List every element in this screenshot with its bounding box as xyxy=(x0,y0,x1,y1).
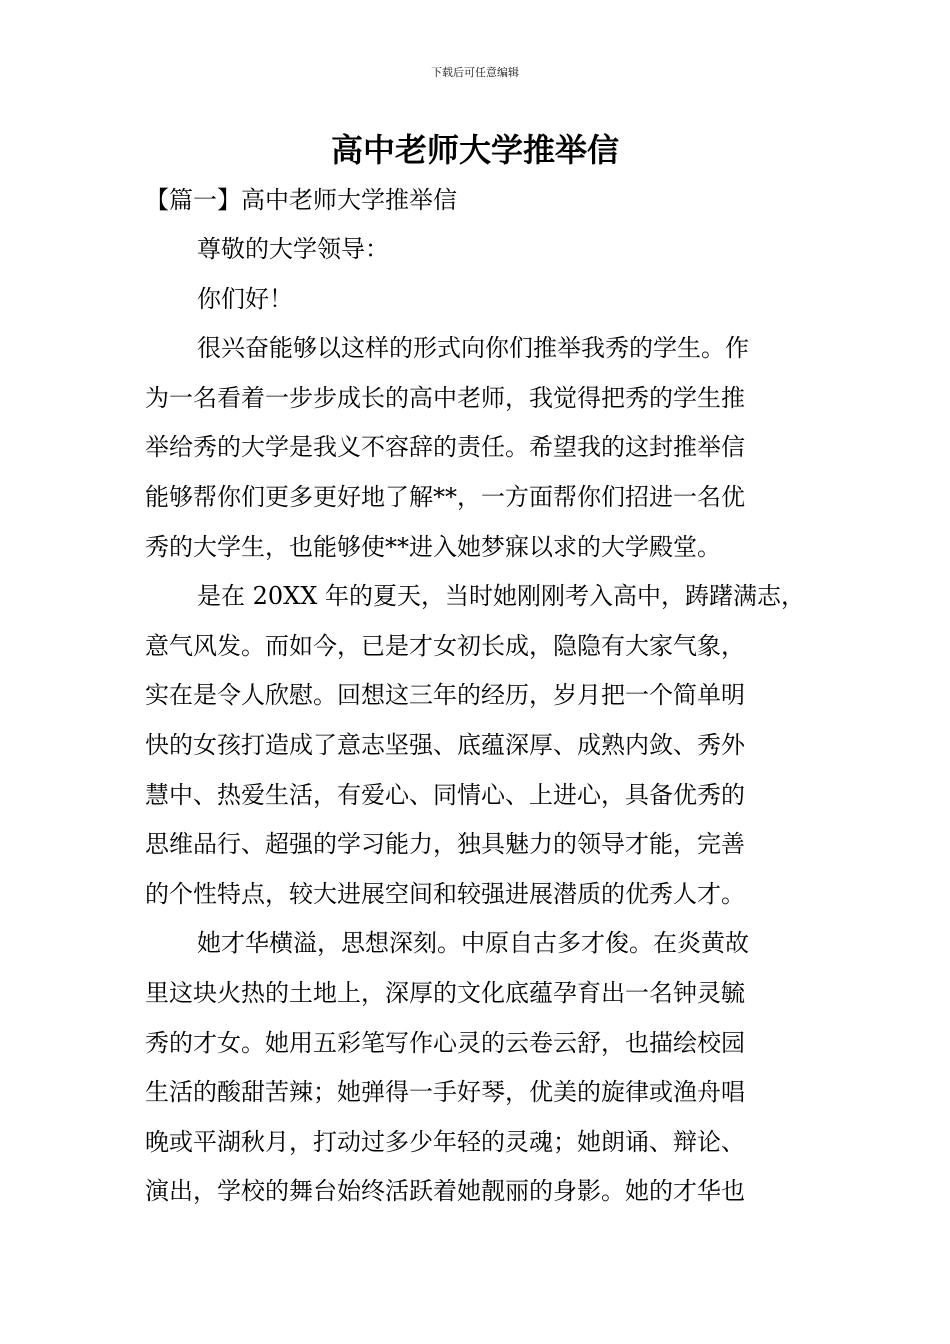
paragraph-3 xyxy=(145,923,825,1221)
paragraph-line: 秀的才女。她用五彩笔写作心灵的云卷云舒，也描绘校园 xyxy=(145,1028,745,1057)
paragraph-line: 慧中、热爱生活，有爱心、同情心、上进心，具备优秀的 xyxy=(145,780,745,809)
paragraph-line: 她才华横溢，思想深刻。中原自古多才俊。在炎黄故 xyxy=(197,929,749,958)
paragraph-1 xyxy=(145,328,825,576)
paragraph-line: 意气风发。而如今，已是才女初长成，隐隐有大家气象， xyxy=(145,631,745,660)
paragraph-line: 思维品行、超强的学习能力，独具魅力的领导才能，完善 xyxy=(145,830,745,859)
paragraph-line: 生活的酸甜苦辣；她弹得一手好琴，优美的旋律或渔舟唱 xyxy=(145,1078,745,1107)
paragraph-line: 举给秀的大学是我义不容辞的责任。希望我的这封推举信 xyxy=(145,433,745,462)
paragraph-line: 里这块火热的土地上，深厚的文化底蕴孕育出一名钟灵毓 xyxy=(145,978,745,1007)
letter-body xyxy=(145,229,825,1221)
page-header-note: 下载后可任意编辑 xyxy=(431,66,519,79)
paragraph-line: 是在 20XX 年的夏天，当时她刚刚考入高中，踌躇满志， xyxy=(197,582,805,611)
paragraph-line: 为一名看着一步步成长的高中老师，我觉得把秀的学生推 xyxy=(145,383,745,412)
paragraph-line: 实在是令人欣慰。回想这三年的经历，岁月把一个简单明 xyxy=(145,681,745,710)
paragraph-line: 能够帮你们更多更好地了解**，一方面帮你们招进一名优 xyxy=(145,482,745,511)
section-heading: 【篇一】高中老师大学推举信 xyxy=(145,186,457,214)
paragraph-line: 的个性特点，较大进展空间和较强进展潜质的优秀人才。 xyxy=(145,879,745,908)
paragraph-2 xyxy=(145,576,825,923)
document-title: 高中老师大学推举信 xyxy=(330,131,619,169)
greeting: 你们好！ xyxy=(197,284,293,313)
paragraph-line: 快的女孩打造成了意志坚强、底蕴深厚、成熟内敛、秀外 xyxy=(145,730,745,759)
salutation: 尊敬的大学领导： xyxy=(197,235,389,263)
paragraph-line: 很兴奋能够以这样的形式向你们推举我秀的学生。作 xyxy=(197,334,749,363)
paragraph-line: 晚或平湖秋月，打动过多少年轻的灵魂；她朗诵、辩论、 xyxy=(145,1127,745,1156)
paragraph-line: 秀的大学生，也能够使**进入她梦寐以求的大学殿堂。 xyxy=(145,532,721,561)
paragraph-line: 演出，学校的舞台始终活跃着她靓丽的身影。她的才华也 xyxy=(145,1177,745,1206)
